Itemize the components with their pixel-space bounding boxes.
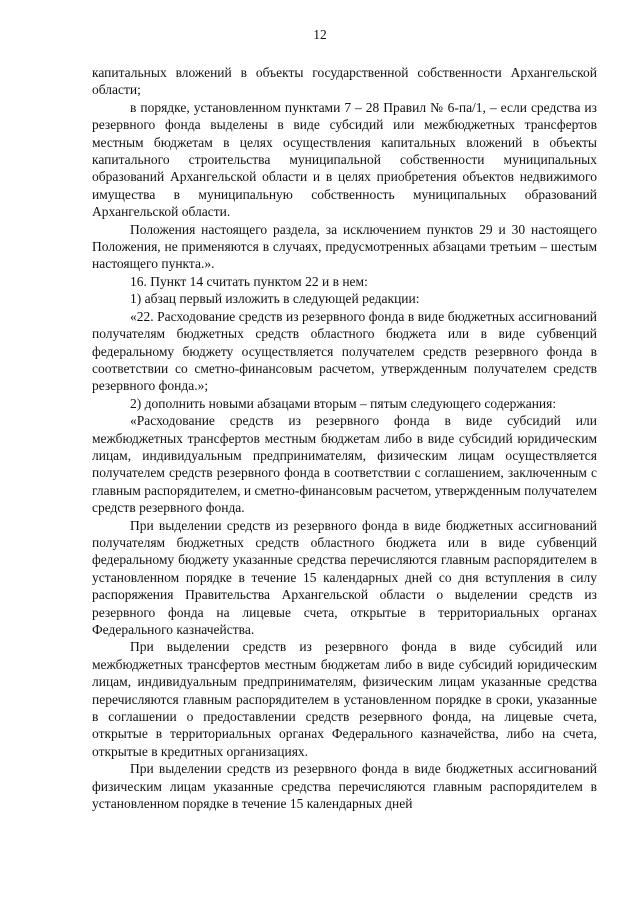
paragraph: «22. Расходование средств из резервного фонда в виде бюджетных ассигнований получателям бюджетных средств областного бюджета или в виде субвенций федеральному бюджету осуществляется получателем средств резервного фонда в соответствии со сметно-финансовым расчетом, утвержденным получателем средств резервного фонда.»; [92, 308, 597, 394]
paragraph: При выделении средств из резервного фонда в виде субсидий или межбюджетных трансфертов местным бюджетам либо в виде субсидий юридическим лицам, индивидуальным предпринимателям, физическим лицам указанные средства перечисляются главным распорядителем в установленном порядке в сроки, указанные в соглашении о предоставлении средств резервного фонда, на лицевые счета, открытые в территориальных органах Федерального казначейства, либо на счета, открытые в кредитных организациях. [92, 639, 597, 759]
paragraph: Положения настоящего раздела, за исключением пунктов 29 и 30 настоящего Положения, не применяются в случаях, предусмотренных абзацами третьим – шестым настоящего пункта.». [92, 221, 597, 272]
paragraph: 2) дополнить новыми абзацами вторым – пятым следующего содержания: [130, 395, 557, 411]
paragraph: При выделении средств из резервного фонда в виде бюджетных ассигнований физическим лицам указанные средства перечисляются главным распорядителем в установленном порядке в течение 15 календарных дней [92, 761, 597, 812]
paragraph: При выделении средств из резервного фонда в виде бюджетных ассигнований получателям бюджетных средств областного бюджета или в виде субвенций федеральному бюджету указанные средства перечисляются главным распорядителем в установленном порядке в течение 15 календарных дней со дня вступления в силу распоряжения Правительства Архангельской области о выделении средств из резервного фонда на лицевые счета, открытые в территориальных органах Федерального казначейства. [92, 517, 597, 637]
document-body [92, 64, 597, 812]
paragraph: капитальных вложений в объекты государственной собственности Архангельской области; [92, 65, 597, 98]
paragraph: в порядке, установленном пунктами 7 – 28 Правил № 6-па/1, – если средства из резервного фонда выделены в виде субсидий или межбюджетных трансфертов местным бюджетам в целях осуществления капитальных вложений в объекты капитального строительства муниципальной собственности муниципальных образований Архангельской области и в целях приобретения объектов недвижимого имущества в муниципальную собственность муниципальных образований Архангельской области. [92, 99, 597, 220]
paragraph: 1) абзац первый изложить в следующей редакции: [130, 291, 420, 307]
paragraph: 16. Пункт 14 считать пунктом 22 и в нем: [130, 273, 368, 289]
page-number: 12 [313, 27, 327, 42]
paragraph: «Расходование средств из резервного фонда в виде субсидий или межбюджетных трансфертов местным бюджетам либо в виде субсидий юридическим лицам, индивидуальным предпринимателям, физическим лицам осуществляется получателем средств резервного фонда в соответствии с соглашением, заключенным с главным распорядителем, и сметно-финансовым расчетом, утвержденным получателем средств резервного фонда. [92, 413, 597, 516]
